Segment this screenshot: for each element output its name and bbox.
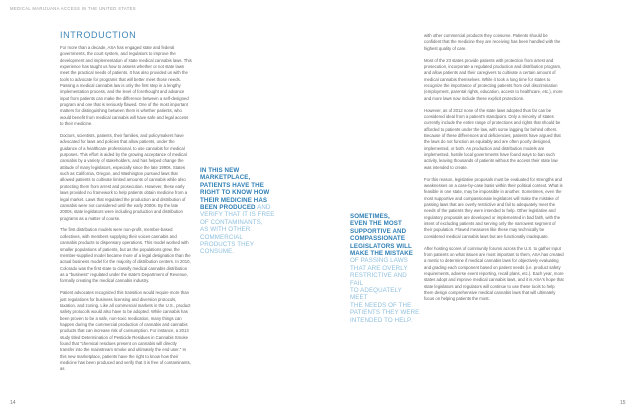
pull-quote-line: CONSUME.: [200, 248, 235, 256]
pull-quote-line: OF CONTAMINANTS,: [200, 218, 263, 226]
pull-quote-line: MAKE THE MISTAKE: [350, 250, 414, 258]
pull-quote-line: RESTRICTIVE AND FAIL: [350, 272, 407, 287]
pull-quote-line: PRODUCTS THEY: [200, 241, 255, 249]
pull-quote-line: RIGHT TO KNOW HOW: [200, 189, 270, 197]
page-number-left: 14: [10, 400, 16, 406]
pull-quote-line: IN THIS NEW: [200, 167, 240, 174]
page-number-right: 15: [620, 400, 626, 406]
pull-quote-line: SUPPORTIVE AND: [350, 227, 407, 235]
pull-quote-line: MARKETPLACE,: [200, 174, 251, 182]
pull-quote-line: TO ADEQUATELY MEET: [350, 287, 402, 302]
paragraph: Most of the 23 states provide patients with protection from arrest and prosecution, incorporate a regulated production and distribution program, and allow patients and their caregivers to cultivate a certain amount of medical cannabis themselves. While it took a long time for states to recognize the importance of protecting patients from civil discrimination (employment, parental rights, education, access to healthcare, etc.), more and more laws now include these explicit protections.: [424, 57, 563, 101]
paragraph: However, as of 2012 none of the state laws adopted thus far can be considered ideal from a patient's standpoint. Only a minority of states currently include the entire range of protections and rights that should be afforded to patients under the law, with some lagging far behind others. Because of these differences and deficiencies, patients have argued that the laws do not function as equitably and are often poorly designed, implemented, or both. As production and distribution models are implemented, hostile local governments have found ways to ban such activity, leaving thousands of patients without the access their state law was intended to create.: [424, 107, 561, 170]
pull-quote-inline-soft: AND: [257, 204, 271, 212]
pull-quote-line: VERIFY THAT IT IS FREE: [200, 211, 275, 219]
paragraph: For more than a decade, ASA has engaged state and federal governments, the court system, and regulators to improve the development and implementation of state medical cannabis laws. This experience has taught us how to assess whether or not state laws meet the practical needs of patients. It has also provided us with the tools to advocate for programs that will better meet those needs. Passing a medical cannabis law is only the first step in a lengthy implementation process, and the level of forethought and advance input from patients can make the difference between a self-designed program and one that is seriously flawed. One of the most important matters for distinguishing between them is whether patients, who would benefit from medical cannabis will have safe and legal access to their medicine.: [60, 45, 192, 127]
pull-quote-line: EVEN THE MOST: [350, 220, 402, 228]
section-title: INTRODUCTION: [60, 30, 137, 40]
paragraph: with other commercial products they consume. Patients should be confident that the medicine they are receiving has been handled with the highest quality of care.: [424, 33, 561, 51]
paragraph: Patient advocates recognized this transition would require more than just regulations for business licensing and diversion protocols, taxation, and zoning. Like all commercial markets in the U.S., product safety protocols would also have to be adopted. While cannabis has been proven to be a safe, non-toxic medication, many things can happen during the commercial production of cannabis and cannabis products that can increase risk of consumption. For instance, a 2013 study titled Determination of Pesticide Residues in Cannabis Smoke found that "chemical residues present on cannabis will directly transfer into the mainstream smoke and ultimately the end user." In this new marketplace, patients have the right to know how their medicine has been produced and verify that it is free of contaminants, as: [60, 290, 191, 372]
pull-quote-line: THEIR MEDICINE HAS: [200, 196, 268, 204]
pull-quote-inline-strong: BEEN PRODUCED: [200, 204, 256, 212]
pull-quote-line: COMMERCIAL: [200, 233, 243, 241]
pull-quote-line: SOMETIMES,: [350, 213, 390, 220]
pull-quote-line: THE NEEDS OF THE: [350, 301, 412, 309]
pull-quote-line: PATIENTS HAVE THE: [200, 181, 264, 189]
right-column: [424, 33, 564, 308]
paragraph: After hosting scores of community forums across the U.S. to gather input from patients on what issues are most important to them, ASA has created a metric to determine if medical cannabis laws for objectively evaluating and grading each component based on patient needs (i.e. product safety requirements, adverse event reporting, recall plans, etc.). Each year, more states adopt and improve medical cannabis laws, and it is ASA's hope that state legislators and regulators will continue to use these tools to help them design comprehensive medical cannabis laws that will ultimately focus on helping patients the most.: [424, 245, 564, 302]
left-column: [60, 45, 192, 378]
paragraph: For this reason, legislative proposals must be evaluated for strengths and weaknesses on a case-by-case basis within their political context. What is feasible in one state, may be impossible in another. Sometimes, even the most supportive and compassionate legislators will make the mistake of passing laws that are overly restrictive and fail to adequately meet the needs of the patients they were intended to help. Other legislative and regulatory proposals are developed or implemented in bad faith, with the intent of excluding patients and serving only the narrowest segment of their population. Flawed measures like these may technically be considered medical cannabis laws but are functionally inadequate.: [424, 176, 563, 239]
running-head: MEDICAL MARIJUANA ACCESS IN THE UNITED STATES: [10, 6, 136, 11]
pull-quote-line: AS WITH OTHER: [200, 226, 251, 234]
pull-quote-line: THAT ARE OVERLY: [350, 264, 408, 272]
pull-quote-line-mixed: [200, 204, 276, 211]
pull-quote-line: PATIENTS THEY WERE: [350, 309, 420, 317]
pull-quote-marketplace: [200, 167, 276, 256]
pull-quote-line: LEGISLATORS WILL: [350, 242, 412, 250]
pull-quote-legislators: [350, 213, 420, 324]
paragraph: The first distribution models were non-profit, member-based collectives, with members supplying their voices cannabis and cannabis products to dispensary operations. This model worked with smaller populations of patients, but as the populations grew, the member-supplied model became more of a legal designation than the actual business model for the majority of distribution centers. In 2010, Colorado was the first state to classify medical cannabis distribution as a "business" regulated under the state's Department of Revenue, formally creating the medical cannabis industry.: [60, 227, 191, 284]
pull-quote-line: OF PASSING LAWS: [350, 257, 408, 265]
pull-quote-line: COMPASSIONATE: [350, 235, 406, 243]
paragraph: Doctors, scientists, patients, their families, and policymakers have advocated for laws and policies that allow patients, under the guidance of a healthcare professional, to use cannabis for medical purposes. This effort is aided by the growing acceptance of medical cannabis by a variety of stakeholders, and has helped change the attitude of many legislators, especially since the late 1990s. States such as California, Oregon, and Washington pursued laws that allowed patients to cultivate limited amounts of cannabis while also protecting them from arrest and prosecution. However, these early laws provided no framework to help patients obtain medicine from a legal market. Laws that regulated the production and distribution of cannabis were not considered until the early 2000s. By the late 2000s, state legislators were including production and distribution programs as a matter of course.: [60, 133, 188, 221]
pull-quote-line: INTENDED TO HELP.: [350, 316, 413, 324]
